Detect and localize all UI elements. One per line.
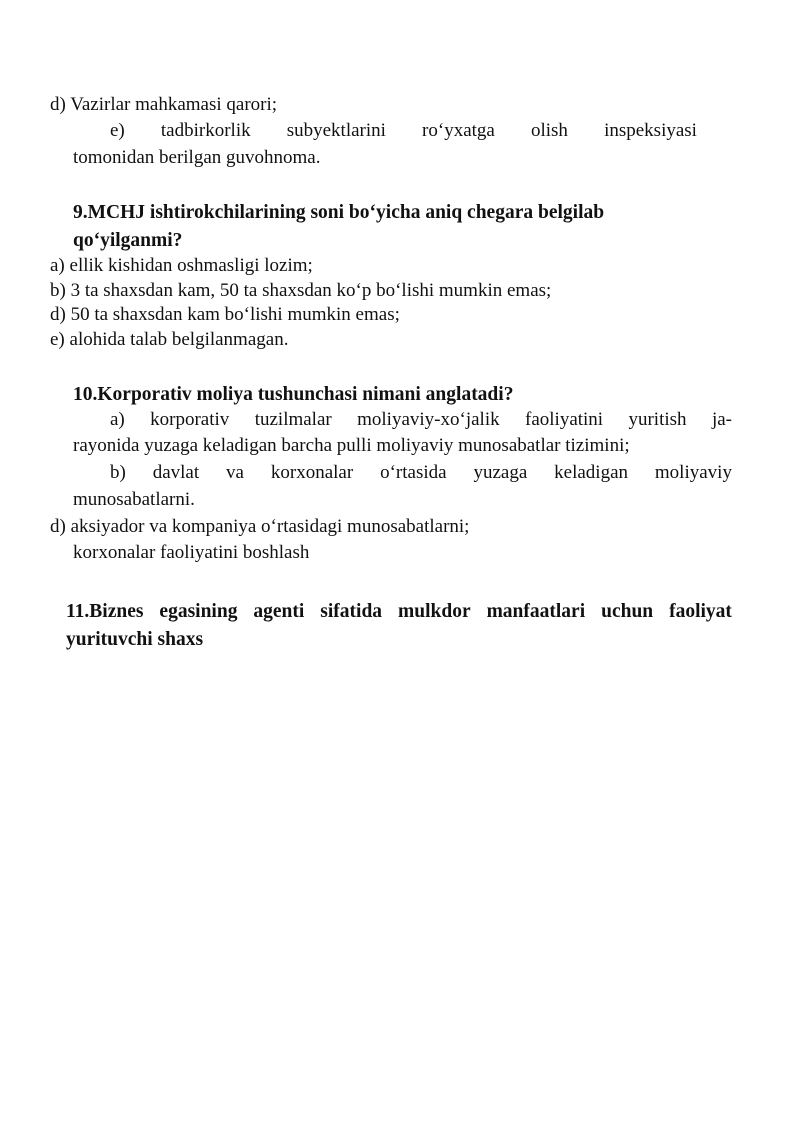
word: egasining xyxy=(159,601,238,622)
question-10-option-b xyxy=(110,461,732,485)
word: subyektlarini xyxy=(286,120,386,141)
word: olish xyxy=(530,120,568,141)
word: agenti xyxy=(253,601,305,622)
question-11-title-line2: yurituvchi shaxs xyxy=(66,629,204,650)
word: moliyaviy-xo‘jalik xyxy=(357,409,500,430)
question-9-option-a: a) ellik kishidan oshmasligi lozim; xyxy=(50,255,313,276)
word: sifatida xyxy=(320,601,383,622)
word: yuritish xyxy=(628,409,687,430)
word: va xyxy=(226,462,244,483)
option-e-line xyxy=(110,119,697,143)
question-9-option-e: e) alohida talab belgilanmagan. xyxy=(50,329,289,350)
question-10-title: 10.Korporativ moliya tushunchasi nimani anglatadi? xyxy=(73,384,514,405)
option-d-line: d) Vazirlar mahkamasi qarori; xyxy=(50,94,278,115)
question-10-option-d: d) aksiyador va kompaniya o‘rtasidagi munosabatlarni; xyxy=(50,516,470,537)
question-9-title-line2: qo‘yilganmi? xyxy=(73,230,183,251)
word: manfaatlari xyxy=(486,601,586,622)
question-9-option-d: d) 50 ta shaxsdan kam bo‘lishi mumkin emas; xyxy=(50,304,400,325)
word: inspeksiyasi xyxy=(604,120,697,141)
word: korxonalar xyxy=(270,462,354,483)
word: tuzilmalar xyxy=(254,409,332,430)
word: ja- xyxy=(711,409,732,430)
word: b) xyxy=(110,462,126,483)
word: keladigan xyxy=(554,462,629,483)
question-10-option-a xyxy=(110,408,732,432)
question-9-title-line1: 9.MCHJ ishtirokchilarining soni bo‘yicha aniq chegara belgilab xyxy=(73,202,605,223)
word: 11.Biznes xyxy=(66,601,144,622)
question-10-option-b-continuation: munosabatlarni. xyxy=(73,489,195,510)
word: uchun xyxy=(601,601,654,622)
question-11-title-line1 xyxy=(66,598,732,625)
word: e) xyxy=(110,120,125,141)
word: faoliyatini xyxy=(525,409,604,430)
word: moliyaviy xyxy=(654,462,732,483)
question-10-extra-line: korxonalar faoliyatini boshlash xyxy=(73,542,310,563)
word: korporativ xyxy=(150,409,230,430)
word: faoliyat xyxy=(669,601,732,622)
word: mulkdor xyxy=(398,601,471,622)
word: davlat xyxy=(152,462,200,483)
question-10-option-a-continuation: rayonida yuzaga keladigan barcha pulli moliyaviy munosabatlar tizimini; xyxy=(73,435,630,456)
question-9-option-b: b) 3 ta shaxsdan kam, 50 ta shaxsdan ko‘p bo‘lishi mumkin emas; xyxy=(50,280,552,301)
word: a) xyxy=(110,409,125,430)
word: yuzaga xyxy=(473,462,528,483)
word: o‘rtasida xyxy=(380,462,447,483)
option-e-continuation: tomonidan berilgan guvohnoma. xyxy=(73,147,321,168)
word: ro‘yxatga xyxy=(422,120,495,141)
word: tadbirkorlik xyxy=(160,120,251,141)
